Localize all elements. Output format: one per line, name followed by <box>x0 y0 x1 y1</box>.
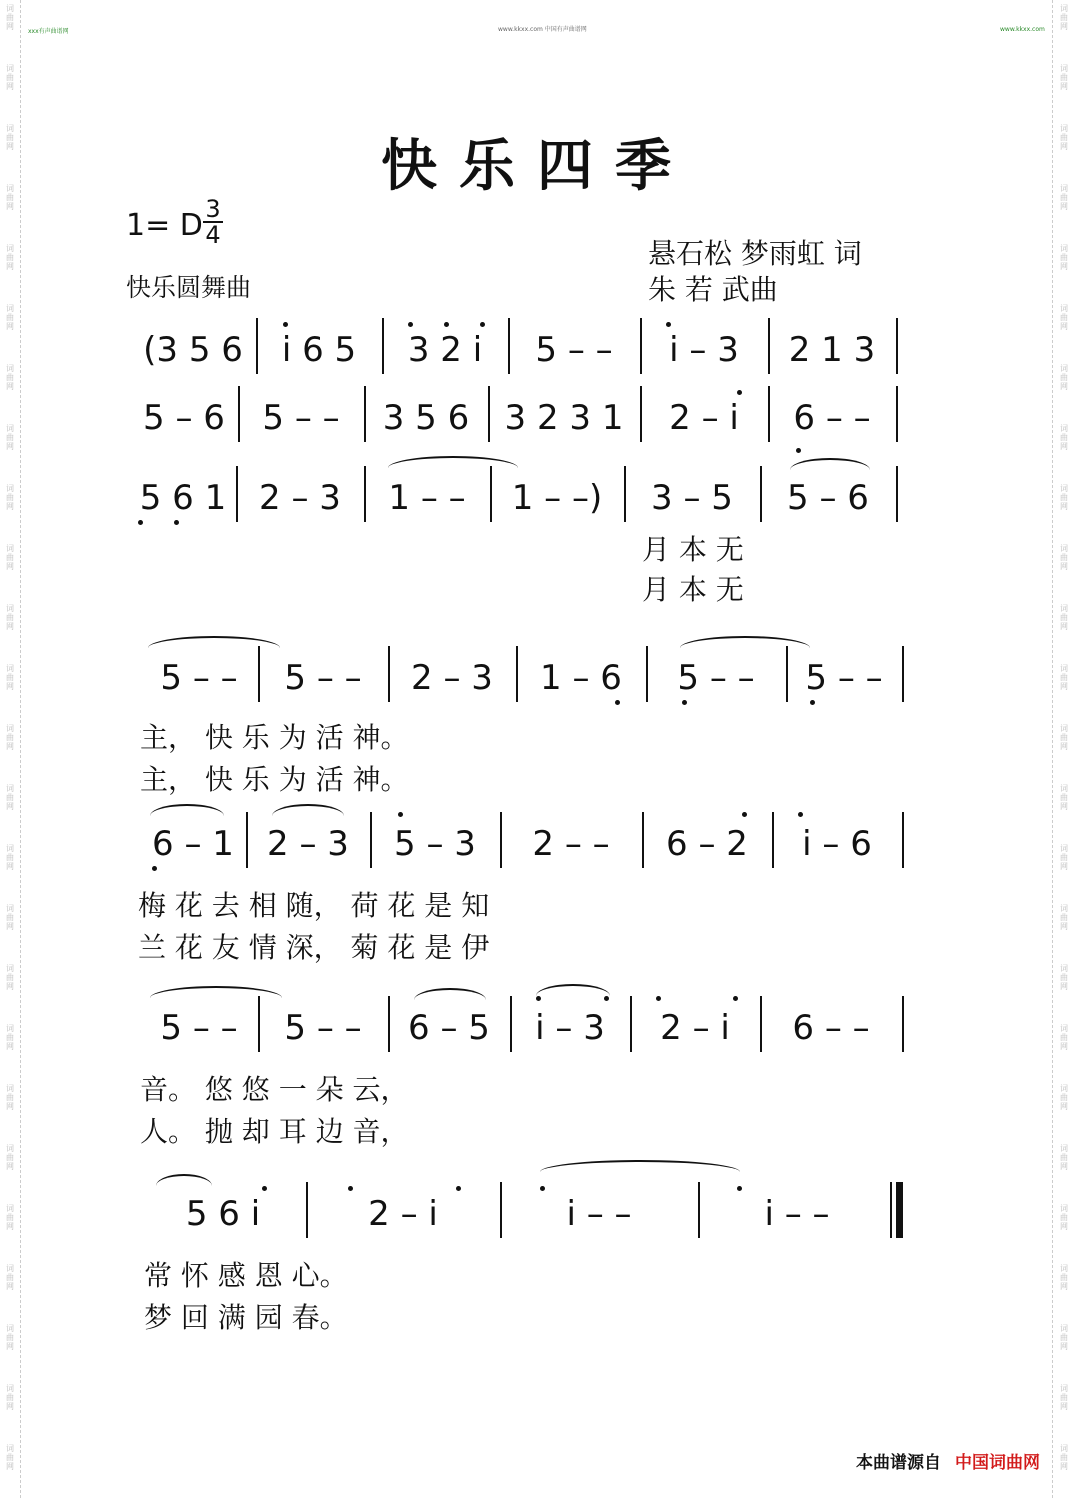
barline <box>630 996 632 1052</box>
watermark-text: 词 曲 网 <box>1060 424 1068 451</box>
lyrics-line6-verse2: 人。 抛 却 耳 边 音， <box>140 1115 409 1148</box>
octave-dot <box>262 1186 267 1191</box>
barline <box>508 318 510 374</box>
measure-4-6: 5 – – <box>805 658 883 698</box>
barline <box>896 1182 903 1238</box>
barline <box>382 318 384 374</box>
octave-dot <box>733 996 738 1001</box>
watermark-text: 词 曲 网 <box>6 1144 14 1171</box>
octave-dot <box>798 812 803 817</box>
octave-dot <box>737 1186 742 1191</box>
measure-1-2: i 6 5 <box>281 330 357 370</box>
watermark-text: 词 曲 网 <box>6 784 14 811</box>
barline <box>768 386 770 442</box>
watermark-text: 词 曲 网 <box>1060 364 1068 391</box>
barline <box>256 318 258 374</box>
watermark-text: 词 曲 网 <box>1060 244 1068 271</box>
measure-2-3: 3 5 6 <box>382 398 470 438</box>
slur-tie <box>150 804 224 816</box>
lyrics-line4-verse1: 主， 快 乐 为 活 神。 <box>140 721 409 754</box>
octave-dot <box>283 322 288 327</box>
lyrics-line3-verse2: 月 本 无 <box>642 573 744 606</box>
composer-credit: 朱 若 武曲 <box>648 273 778 306</box>
measure-3-6: 5 – 6 <box>787 478 869 518</box>
measure-6-6: 6 – – <box>792 1008 870 1048</box>
barline <box>246 812 248 868</box>
watermark-text: 词 曲 网 <box>6 724 14 751</box>
measure-7-2: 2 – i <box>368 1194 438 1234</box>
time-signature-top: 3 <box>205 195 221 223</box>
header-left-site: xxx有声曲谱网 <box>28 28 69 35</box>
lyrics-line7-verse1: 常 怀 感 恩 心。 <box>144 1259 348 1292</box>
measure-2-5: 2 – i <box>669 398 739 438</box>
watermark-text: 词 曲 网 <box>1060 784 1068 811</box>
measure-5-4: 2 – – <box>532 824 610 864</box>
lyrics-line5-verse2: 兰 花 友 情 深， 菊 花 是 伊 <box>138 931 490 964</box>
measure-2-2: 5 – – <box>262 398 340 438</box>
measure-5-5: 6 – 2 <box>666 824 748 864</box>
measure-1-5: i – 3 <box>669 330 739 370</box>
barline <box>698 1182 700 1238</box>
watermark-text: 词 曲 网 <box>6 4 14 31</box>
measure-4-5: 5 – – <box>677 658 755 698</box>
measure-6-3: 6 – 5 <box>408 1008 490 1048</box>
barline <box>646 646 648 702</box>
subtitle: 快乐圆舞曲 <box>126 273 252 302</box>
measure-1-1: (3 5 6 <box>143 330 243 370</box>
watermark-text: 词 曲 网 <box>6 184 14 211</box>
measure-7-3: i – – <box>566 1194 632 1234</box>
octave-dot <box>480 322 485 327</box>
barline <box>364 386 366 442</box>
watermark-text: 词 曲 网 <box>6 1084 14 1111</box>
lyrics-line3-verse1: 月 本 无 <box>642 533 744 566</box>
measure-7-1: 5 6 i <box>185 1194 261 1234</box>
watermark-text: 词 曲 网 <box>6 664 14 691</box>
barline <box>490 466 492 522</box>
watermark-text: 词 曲 网 <box>1060 124 1068 151</box>
song-title: 快乐四季 <box>381 133 693 199</box>
time-signature <box>203 195 223 249</box>
measure-5-3: 5 – 3 <box>394 824 476 864</box>
measure-3-1: 5 6 1 <box>139 478 227 518</box>
watermark-text: 词 曲 网 <box>1060 184 1068 211</box>
barline <box>258 996 260 1052</box>
watermark-text: 词 曲 网 <box>6 1204 14 1231</box>
right-margin-line <box>1052 0 1053 1498</box>
octave-dot <box>152 866 157 871</box>
key-signature: 1= D <box>126 208 203 243</box>
watermark-text: 词 曲 网 <box>6 64 14 91</box>
watermark-text: 词 曲 网 <box>6 964 14 991</box>
measure-1-6: 2 1 3 <box>788 330 876 370</box>
watermark-text: 词 曲 网 <box>6 364 14 391</box>
barline <box>768 318 770 374</box>
watermark-text: 词 曲 网 <box>1060 1204 1068 1231</box>
watermark-text: 词 曲 网 <box>1060 964 1068 991</box>
measure-6-2: 5 – – <box>284 1008 362 1048</box>
octave-dot <box>536 996 541 1001</box>
measure-4-1: 5 – – <box>160 658 238 698</box>
octave-dot <box>444 322 449 327</box>
octave-dot <box>398 812 403 817</box>
lyrics-line4-verse2: 主， 快 乐 为 活 神。 <box>140 763 409 796</box>
watermark-text: 词 曲 网 <box>1060 544 1068 571</box>
lyrics-line6-verse1: 音。 悠 悠 一 朵 云， <box>140 1073 409 1106</box>
watermark-text: 词 曲 网 <box>6 244 14 271</box>
watermark-text: 词 曲 网 <box>1060 1444 1068 1471</box>
footer-site-link[interactable]: 中国词曲网 <box>955 1453 1040 1473</box>
watermark-text: 词 曲 网 <box>6 424 14 451</box>
barline <box>238 386 240 442</box>
watermark-text: 词 曲 网 <box>6 484 14 511</box>
measure-2-4: 3 2 3 1 <box>504 398 624 438</box>
octave-dot <box>174 520 179 525</box>
octave-dot <box>138 520 143 525</box>
footer-source <box>856 1448 1040 1473</box>
octave-dot <box>682 700 687 705</box>
barline <box>516 646 518 702</box>
watermark-text: 词 曲 网 <box>6 124 14 151</box>
footer-source-label: 本曲谱源自 <box>856 1453 941 1473</box>
measure-1-4: 5 – – <box>535 330 613 370</box>
watermark-text: 词 曲 网 <box>1060 604 1068 631</box>
time-signature-bottom: 4 <box>205 221 221 249</box>
measure-3-5: 3 – 5 <box>651 478 733 518</box>
barline <box>388 996 390 1052</box>
watermark-text: 词 曲 网 <box>6 1024 14 1051</box>
octave-dot <box>540 1186 545 1191</box>
barline <box>388 646 390 702</box>
slur-tie <box>156 1174 212 1186</box>
measure-2-6: 6 – – <box>793 398 871 438</box>
barline <box>642 812 644 868</box>
barline <box>258 646 260 702</box>
header-right-site: www.kkxx.com <box>1000 26 1045 33</box>
watermark-text: 词 曲 网 <box>1060 304 1068 331</box>
measure-4-4: 1 – 6 <box>540 658 622 698</box>
octave-dot <box>456 1186 461 1191</box>
measure-3-3: 1 – – <box>388 478 466 518</box>
measure-5-6: i – 6 <box>802 824 872 864</box>
watermark-text: 词 曲 网 <box>6 844 14 871</box>
slur-tie <box>150 986 282 998</box>
measure-3-4: 1 – –) <box>511 478 603 518</box>
lyricist-credit: 悬石松 梦雨虹 词 <box>648 237 862 270</box>
octave-dot <box>810 700 815 705</box>
watermark-text: 词 曲 网 <box>6 1384 14 1411</box>
barline <box>640 386 642 442</box>
watermark-text: 词 曲 网 <box>1060 1144 1068 1171</box>
watermark-text: 词 曲 网 <box>1060 1264 1068 1291</box>
lyrics-line5-verse1: 梅 花 去 相 随， 荷 花 是 知 <box>138 889 490 922</box>
barline <box>510 996 512 1052</box>
barline <box>896 466 898 522</box>
measure-6-1: 5 – – <box>160 1008 238 1048</box>
watermark-text: 词 曲 网 <box>1060 64 1068 91</box>
watermark-text: 词 曲 网 <box>6 544 14 571</box>
barline <box>306 1182 308 1238</box>
barline <box>500 812 502 868</box>
octave-dot <box>796 448 801 453</box>
barline <box>624 466 626 522</box>
octave-dot <box>666 322 671 327</box>
measure-7-4: i – – <box>764 1194 830 1234</box>
slur-tie <box>414 988 486 1000</box>
barline <box>896 386 898 442</box>
slur-tie <box>680 636 810 648</box>
barline <box>760 996 762 1052</box>
slur-tie <box>272 804 344 816</box>
barline <box>902 812 904 868</box>
measure-4-3: 2 – 3 <box>411 658 493 698</box>
watermark-text: 词 曲 网 <box>1060 904 1068 931</box>
octave-dot <box>656 996 661 1001</box>
slur-tie <box>148 636 280 648</box>
measure-6-4: i – 3 <box>535 1008 605 1048</box>
octave-dot <box>408 322 413 327</box>
barline <box>902 646 904 702</box>
watermark-text: 词 曲 网 <box>6 304 14 331</box>
lyrics-line7-verse2: 梦 回 满 园 春。 <box>144 1301 348 1334</box>
measure-2-1: 5 – 6 <box>143 398 225 438</box>
barline <box>640 318 642 374</box>
barline <box>500 1182 502 1238</box>
octave-dot <box>742 812 747 817</box>
watermark-text: 词 曲 网 <box>1060 664 1068 691</box>
watermark-text: 词 曲 网 <box>6 604 14 631</box>
slur-tie <box>388 456 518 468</box>
watermark-text: 词 曲 网 <box>1060 1084 1068 1111</box>
octave-dot <box>615 700 620 705</box>
barline <box>772 812 774 868</box>
barline <box>760 466 762 522</box>
watermark-text: 词 曲 网 <box>1060 844 1068 871</box>
watermark-text: 词 曲 网 <box>1060 1324 1068 1351</box>
slur-tie <box>536 984 610 996</box>
watermark-text: 词 曲 网 <box>1060 4 1068 31</box>
watermark-text: 词 曲 网 <box>1060 724 1068 751</box>
barline <box>786 646 788 702</box>
watermark-text: 词 曲 网 <box>1060 484 1068 511</box>
barline <box>364 466 366 522</box>
barline <box>370 812 372 868</box>
slur-tie <box>540 1160 740 1172</box>
measure-6-5: 2 – i <box>660 1008 730 1048</box>
left-margin-line <box>20 0 21 1498</box>
measure-5-2: 2 – 3 <box>267 824 349 864</box>
measure-1-3: 3 2 i <box>407 330 483 370</box>
octave-dot <box>604 996 609 1001</box>
watermark-text: 词 曲 网 <box>6 1444 14 1471</box>
slur-tie <box>790 458 870 470</box>
barline <box>236 466 238 522</box>
watermark-text: 词 曲 网 <box>6 1264 14 1291</box>
watermark-text: 词 曲 网 <box>1060 1024 1068 1051</box>
right-watermark-column <box>1056 0 1072 1498</box>
header-center-site: www.kkxx.com 中国有声曲谱网 <box>498 26 587 33</box>
measure-3-2: 2 – 3 <box>259 478 341 518</box>
left-watermark-column <box>2 0 18 1498</box>
measure-5-1: 6 – 1 <box>152 824 234 864</box>
octave-dot <box>348 1186 353 1191</box>
final-barline-thin <box>890 1182 892 1238</box>
watermark-text: 词 曲 网 <box>1060 1384 1068 1411</box>
barline <box>896 318 898 374</box>
barline <box>488 386 490 442</box>
measure-4-2: 5 – – <box>284 658 362 698</box>
watermark-text: 词 曲 网 <box>6 1324 14 1351</box>
octave-dot <box>737 390 742 395</box>
barline <box>902 996 904 1052</box>
watermark-text: 词 曲 网 <box>6 904 14 931</box>
